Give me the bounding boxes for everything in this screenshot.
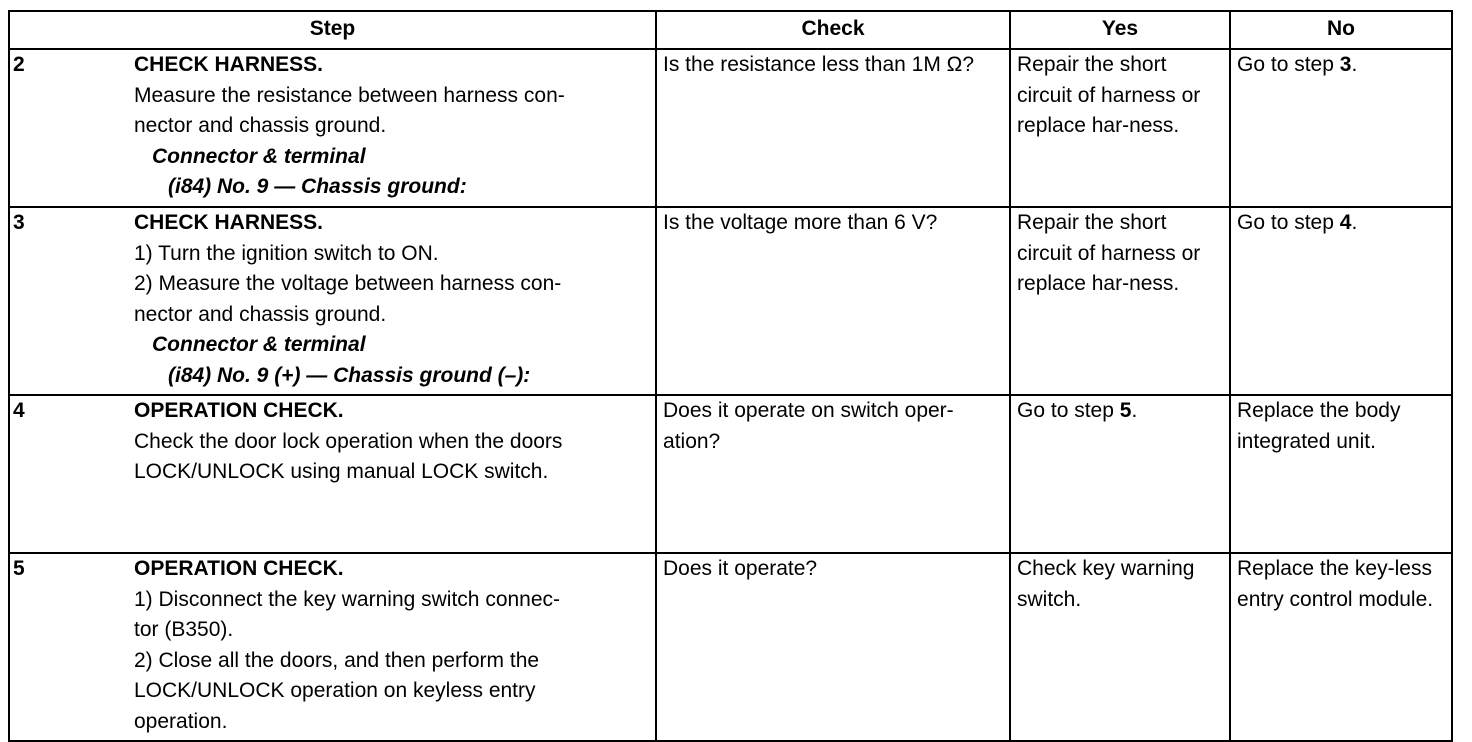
- table-row: [9, 49, 1452, 207]
- connector-label: Connector & terminal: [152, 144, 366, 168]
- step-title: CHECK HARNESS.: [134, 53, 324, 76]
- no-step-ref: 3: [1339, 53, 1352, 76]
- table-row: [9, 395, 1452, 553]
- header-row: [9, 11, 1452, 49]
- step-number: 2: [9, 49, 134, 207]
- check-cell: Is the voltage more than 6 V?: [656, 207, 1010, 395]
- yes-prefix: Go to step: [1017, 399, 1120, 422]
- yes-cell: Repair the short circuit of harness or replace har-ness.: [1010, 49, 1230, 207]
- step-line: LOCK/UNLOCK operation on keyless entry: [134, 679, 536, 702]
- step-line: nector and chassis ground.: [134, 302, 387, 326]
- step-line: 2) Close all the doors, and then perform the: [134, 648, 540, 672]
- step-line: 1) Disconnect the key warning switch connec-: [134, 587, 561, 611]
- no-suffix: .: [1351, 211, 1358, 234]
- header-yes: Yes: [1010, 11, 1230, 49]
- step-description: [134, 49, 656, 207]
- table-row: [9, 553, 1452, 741]
- no-cell: [1230, 207, 1452, 395]
- check-cell: Does it operate on switch oper-ation?: [656, 395, 1010, 553]
- no-prefix: Go to step: [1237, 211, 1340, 234]
- yes-cell: [1010, 395, 1230, 553]
- step-title: OPERATION CHECK.: [134, 399, 344, 422]
- check-cell: Is the resistance less than 1M Ω?: [656, 49, 1010, 207]
- table-row: [9, 207, 1452, 395]
- header-no: No: [1230, 11, 1452, 49]
- step-number: 4: [9, 395, 134, 553]
- diagnostic-table: [8, 10, 1453, 742]
- no-suffix: .: [1351, 53, 1358, 76]
- no-step-ref: 4: [1339, 211, 1352, 234]
- step-number: 5: [9, 553, 134, 741]
- terminal-spec: (i84) No. 9 (+) — Chassis ground (–):: [168, 363, 531, 387]
- step-description: [134, 553, 656, 741]
- step-title: CHECK HARNESS.: [134, 211, 324, 234]
- header-check: Check: [656, 11, 1010, 49]
- step-description: [134, 395, 656, 553]
- step-description: [134, 207, 656, 395]
- step-title: OPERATION CHECK.: [134, 557, 344, 580]
- step-line: LOCK/UNLOCK using manual LOCK switch.: [134, 460, 549, 483]
- no-cell: Replace the key-less entry control module.: [1230, 553, 1452, 741]
- yes-cell: Check key warning switch.: [1010, 553, 1230, 741]
- terminal-spec: (i84) No. 9 — Chassis ground:: [168, 175, 467, 198]
- no-cell: Replace the body integrated unit.: [1230, 395, 1452, 553]
- step-line: operation.: [134, 709, 228, 733]
- step-line: nector and chassis ground.: [134, 114, 387, 137]
- yes-step-ref: 5: [1119, 399, 1132, 422]
- check-cell: Does it operate?: [656, 553, 1010, 741]
- header-step: Step: [9, 11, 656, 49]
- no-prefix: Go to step: [1237, 53, 1340, 76]
- step-line: Check the door lock operation when the doors: [134, 429, 563, 453]
- connector-label: Connector & terminal: [152, 333, 366, 356]
- step-line: 2) Measure the voltage between harness con-: [134, 272, 562, 295]
- yes-cell: Repair the short circuit of harness or replace har-ness.: [1010, 207, 1230, 395]
- step-line: Measure the resistance between harness con-: [134, 83, 565, 107]
- step-line: 1) Turn the ignition switch to ON.: [134, 241, 439, 265]
- no-cell: [1230, 49, 1452, 207]
- step-line: tor (B350).: [134, 618, 234, 641]
- yes-suffix: .: [1131, 399, 1138, 422]
- step-number: 3: [9, 207, 134, 395]
